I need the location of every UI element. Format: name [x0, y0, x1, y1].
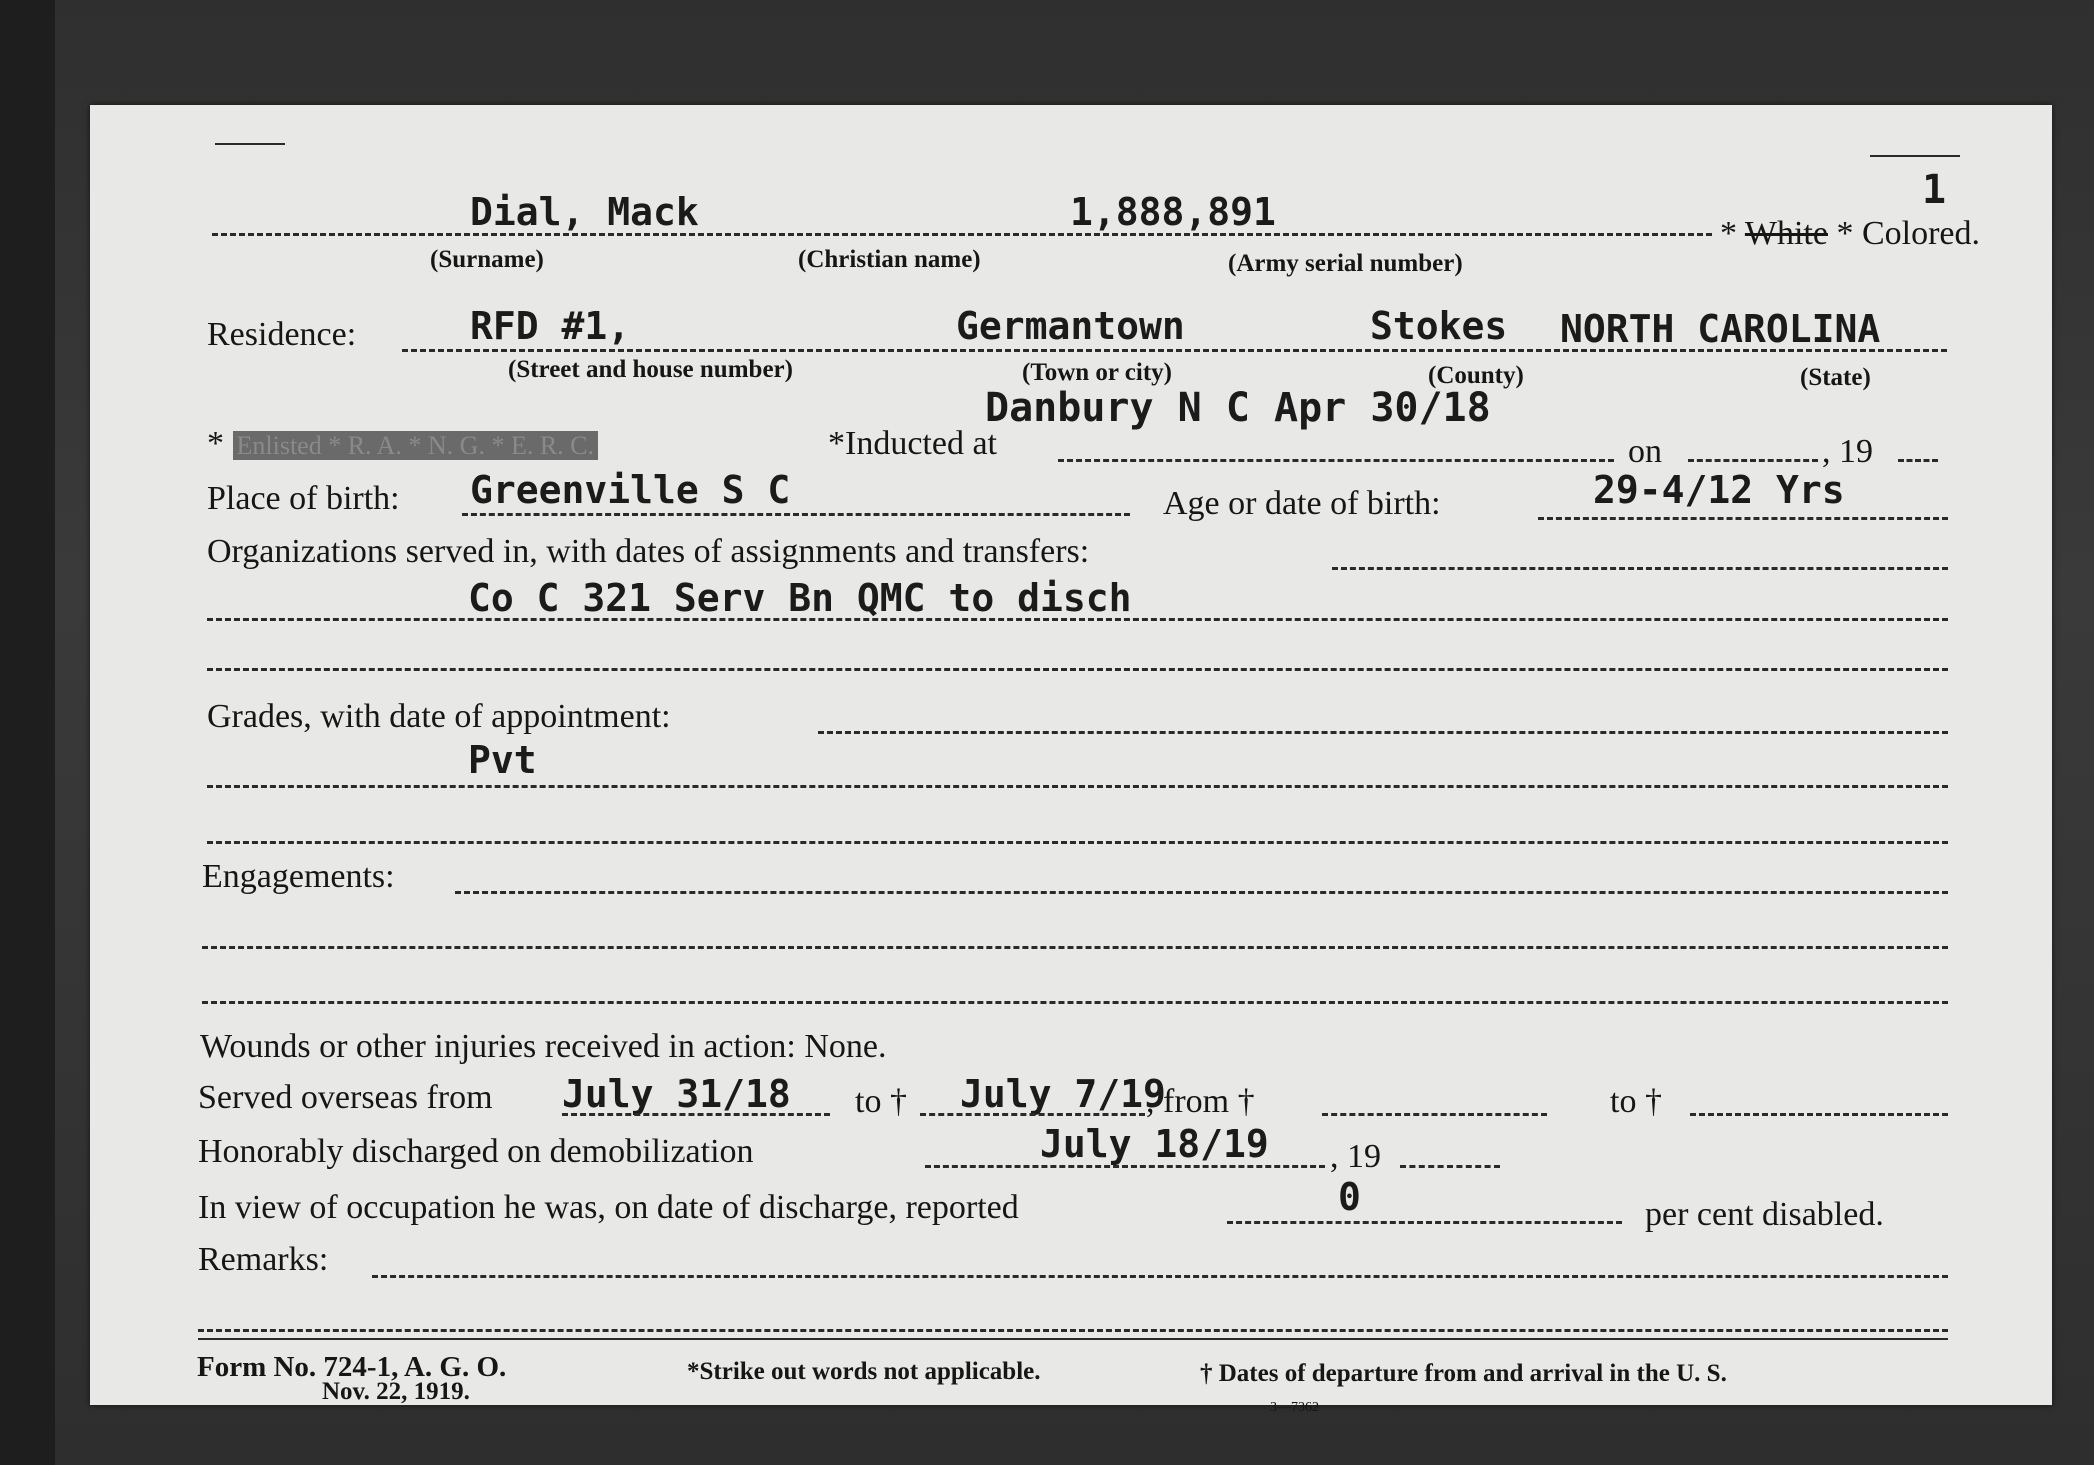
to-label: to †	[855, 1083, 907, 1120]
enlisted-redacted: Enlisted * R. A. * N. G. * E. R. C.	[233, 431, 599, 460]
caption-state: (State)	[1800, 364, 1871, 391]
state-value: NORTH CAROLINA	[1560, 307, 1881, 351]
grades-line-2	[207, 785, 1948, 788]
org-line-1	[1332, 567, 1948, 570]
discharge-value: July 18/19	[1040, 1122, 1269, 1166]
overseas-from-value: July 31/18	[562, 1072, 791, 1116]
card-number: 1	[1922, 167, 1947, 213]
disability-value: 0	[1338, 1175, 1361, 1219]
org-label: Organizations served in, with dates of assignments and transfers:	[207, 533, 1090, 570]
remarks-line-1	[372, 1275, 1948, 1278]
overseas-from-line	[562, 1113, 830, 1116]
discharge-year-line	[1400, 1165, 1500, 1168]
to2-label: to †	[1610, 1083, 1662, 1120]
race-colored: Colored.	[1861, 215, 1981, 252]
org-value: Co C 321 Serv Bn QMC to disch	[468, 576, 1132, 620]
disability-label: In view of occupation he was, on date of discharge, reported	[198, 1189, 1019, 1226]
overseas-to-line	[920, 1113, 1145, 1116]
name-line	[212, 233, 1712, 236]
engagements-line-1	[455, 891, 1948, 894]
disability-line	[1227, 1221, 1622, 1224]
residence-label: Residence:	[207, 316, 357, 353]
inducted-label: *Inducted at	[828, 425, 997, 462]
age-line	[1538, 517, 1948, 520]
year-prefix: , 19	[1822, 433, 1873, 470]
induction-value: Danbury N C Apr 30/18	[985, 385, 1491, 431]
grades-label: Grades, with date of appointment:	[207, 698, 671, 735]
caption-town: (Town or city)	[1022, 359, 1172, 386]
age-label: Age or date of birth:	[1163, 485, 1441, 522]
discharge-line	[925, 1165, 1325, 1168]
race-options: * White * Colored.	[1720, 215, 1981, 252]
caption-christian: (Christian name)	[798, 246, 981, 273]
birth-line	[462, 513, 1130, 516]
town-value: Germantown	[956, 304, 1185, 348]
residence-line	[402, 349, 1947, 352]
print-code: 3—7362	[1270, 1400, 1319, 1415]
remarks-line-2	[198, 1329, 1948, 1332]
grades-line-3	[207, 841, 1948, 844]
disability-suffix: per cent disabled.	[1645, 1196, 1884, 1233]
from2-label: , from †	[1146, 1083, 1255, 1120]
birth-label: Place of birth:	[207, 480, 400, 517]
card-number-rule	[1870, 155, 1960, 157]
form-date: Nov. 22, 1919.	[322, 1378, 470, 1405]
wounds-label: Wounds or other injuries received in action: None.	[200, 1028, 887, 1065]
discharge-year: , 19	[1330, 1138, 1381, 1175]
serial-value: 1,888,891	[1070, 190, 1276, 234]
form-number: Form No. 724-1, A. G. O.	[197, 1351, 507, 1383]
street-value: RFD #1,	[470, 304, 631, 348]
grades-value: Pvt	[468, 738, 537, 782]
birth-value: Greenville S C	[470, 468, 791, 512]
engagements-line-3	[202, 1001, 1948, 1004]
on-label: on	[1628, 433, 1662, 470]
footer-rule	[198, 1338, 1948, 1340]
on-line	[1688, 459, 1818, 462]
footnote-dates: † Dates of departure from and arrival in the U. S.	[1200, 1360, 1727, 1387]
from2-line	[1322, 1113, 1547, 1116]
caption-street: (Street and house number)	[508, 356, 793, 383]
scan-edge	[0, 0, 55, 1465]
engagements-line-2	[202, 946, 1948, 949]
surname-value: Dial, Mack	[470, 190, 699, 234]
race-white: White	[1744, 215, 1828, 252]
inducted-line	[1058, 459, 1614, 462]
to2-line	[1690, 1113, 1948, 1116]
enlisted-options: * Enlisted * R. A. * N. G. * E. R. C.	[207, 427, 598, 461]
remarks-label: Remarks:	[198, 1241, 329, 1278]
overseas-label: Served overseas from	[198, 1079, 493, 1116]
age-value: 29-4/12 Yrs	[1593, 468, 1845, 512]
county-value: Stokes	[1370, 304, 1508, 348]
footnote-strike: *Strike out words not applicable.	[687, 1358, 1041, 1385]
grades-line-1	[818, 731, 1948, 734]
engagements-label: Engagements:	[202, 858, 395, 895]
caption-surname: (Surname)	[430, 246, 544, 273]
caption-county: (County)	[1428, 362, 1524, 389]
org-line-3	[207, 668, 1948, 671]
caption-serial: (Army serial number)	[1228, 250, 1463, 277]
overseas-to-value: July 7/19	[960, 1072, 1166, 1116]
org-line-2	[207, 618, 1948, 621]
top-rule	[215, 143, 285, 145]
discharge-label: Honorably discharged on demobilization	[198, 1133, 754, 1170]
year-line	[1898, 459, 1938, 462]
service-record-card	[90, 105, 2052, 1415]
